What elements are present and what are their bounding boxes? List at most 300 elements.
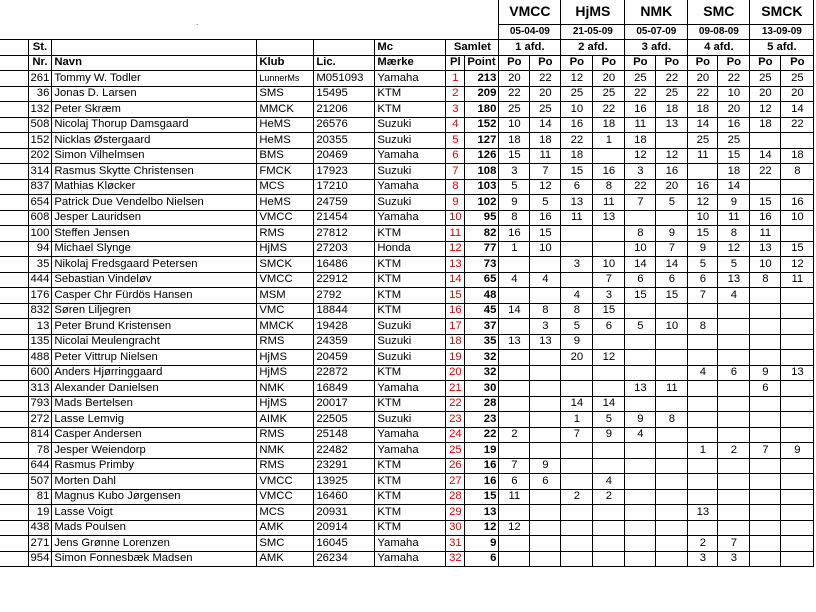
heat-points <box>625 396 656 412</box>
club: NMK <box>257 381 314 397</box>
make: Suzuki <box>375 319 446 335</box>
heat-points: 22 <box>781 117 814 133</box>
heat-points <box>656 303 688 319</box>
heat-points: 12 <box>718 241 750 257</box>
heat-points <box>750 396 781 412</box>
heat-points <box>561 520 593 536</box>
make: KTM <box>375 226 446 242</box>
club: HjMS <box>257 350 314 366</box>
rider-name: Peter Skræm <box>52 102 257 118</box>
heat-points: 5 <box>625 319 656 335</box>
blank-cell <box>0 427 28 443</box>
table-row <box>0 458 814 474</box>
heat-points: 4 <box>718 288 750 304</box>
total-points: 23 <box>465 412 499 428</box>
start-number: 135 <box>28 334 52 350</box>
heat-points <box>688 427 718 443</box>
rider-name: Tommy W. Todler <box>52 71 257 87</box>
license: 16045 <box>314 536 375 552</box>
heat-points: 9 <box>593 427 625 443</box>
total-points: 82 <box>465 226 499 242</box>
total-points: 15 <box>465 489 499 505</box>
heat-points: 13 <box>781 365 814 381</box>
heat-points <box>781 334 814 350</box>
heat-points: 20 <box>656 179 688 195</box>
blank-cell <box>0 381 28 397</box>
heat-points <box>656 551 688 567</box>
heat-points: 6 <box>530 474 561 490</box>
heat-points: 20 <box>593 71 625 87</box>
heat-points: 7 <box>625 195 656 211</box>
placement: 20 <box>446 365 465 381</box>
date-2: 21-05-09 <box>561 24 625 40</box>
heat-points: 8 <box>593 179 625 195</box>
heat-points: 12 <box>530 179 561 195</box>
heat-points <box>656 536 688 552</box>
po-header: Po <box>750 55 781 71</box>
total-points: 213 <box>465 71 499 87</box>
heat-points <box>781 133 814 149</box>
table-row <box>0 164 814 180</box>
rider-name: Lasse Lemvig <box>52 412 257 428</box>
club: VMC <box>257 303 314 319</box>
blank-cell <box>0 474 28 490</box>
license: 15495 <box>314 86 375 102</box>
placement: 26 <box>446 458 465 474</box>
heat-points: 15 <box>781 241 814 257</box>
club: MSM <box>257 288 314 304</box>
heat-points <box>625 458 656 474</box>
heat-points: 11 <box>530 148 561 164</box>
heat-points <box>593 334 625 350</box>
start-number: 100 <box>28 226 52 242</box>
heat-points <box>561 458 593 474</box>
po-header: Po <box>530 55 561 71</box>
blank-cell <box>0 458 28 474</box>
heat-points: 6 <box>625 272 656 288</box>
heat-points <box>688 489 718 505</box>
heat-points: 16 <box>656 164 688 180</box>
heat-points <box>561 365 593 381</box>
blank-cell <box>0 86 28 102</box>
club: FMCK <box>257 164 314 180</box>
heat-points: 25 <box>561 86 593 102</box>
table-row <box>0 148 814 164</box>
total-points: 19 <box>465 443 499 459</box>
organizer-4: SMC <box>688 0 750 24</box>
table-row <box>0 381 814 397</box>
make: KTM <box>375 489 446 505</box>
heat-points: 10 <box>561 102 593 118</box>
heat-points <box>718 303 750 319</box>
heat-points <box>499 381 530 397</box>
heat-points <box>781 412 814 428</box>
heat-points: 5 <box>530 195 561 211</box>
heat-points <box>530 551 561 567</box>
heat-points <box>688 458 718 474</box>
heat-points: 10 <box>718 86 750 102</box>
heat-points <box>530 427 561 443</box>
blank-cell <box>0 71 28 87</box>
heat-points: 10 <box>688 210 718 226</box>
heat-points: 25 <box>656 86 688 102</box>
heat-points <box>530 350 561 366</box>
heat-points: 22 <box>593 102 625 118</box>
rider-name: Mathias Kløcker <box>52 179 257 195</box>
rider-name: Nikolaj Fredsgaard Petersen <box>52 257 257 273</box>
rider-name: Simon Vilhelmsen <box>52 148 257 164</box>
heat-points: 9 <box>656 226 688 242</box>
heat-points <box>561 474 593 490</box>
placement: 9 <box>446 195 465 211</box>
heat-points <box>718 474 750 490</box>
heat-points <box>656 489 688 505</box>
samlet-header: Samlet <box>446 40 499 56</box>
heat-points: 14 <box>781 102 814 118</box>
heat-points: 15 <box>625 288 656 304</box>
heat-points: 1 <box>688 443 718 459</box>
license: 18844 <box>314 303 375 319</box>
heat-points <box>781 303 814 319</box>
club: VMCC <box>257 210 314 226</box>
heat-points <box>718 350 750 366</box>
placement: 24 <box>446 427 465 443</box>
po-header: Po <box>781 55 814 71</box>
heat-points: 5 <box>499 179 530 195</box>
date-1: 05-04-09 <box>499 24 561 40</box>
table-row <box>0 71 814 87</box>
heat-points <box>625 443 656 459</box>
heat-points <box>718 489 750 505</box>
rider-name: Peter Vittrup Nielsen <box>52 350 257 366</box>
po-header: Po <box>499 55 530 71</box>
heat-points: 6 <box>750 381 781 397</box>
total-points: 48 <box>465 288 499 304</box>
placement: 18 <box>446 334 465 350</box>
heat-points <box>718 505 750 521</box>
heat-points: 15 <box>750 195 781 211</box>
heat-points <box>750 133 781 149</box>
table-row <box>0 551 814 567</box>
heat-points: 25 <box>593 86 625 102</box>
heat-points <box>561 505 593 521</box>
placement: 23 <box>446 412 465 428</box>
club: NMK <box>257 443 314 459</box>
heat-points: 3 <box>718 551 750 567</box>
date-5: 13-09-09 <box>750 24 814 40</box>
heat-points: 9 <box>625 412 656 428</box>
heat-points: 18 <box>530 133 561 149</box>
heat-points <box>499 536 530 552</box>
heat-points: 10 <box>499 117 530 133</box>
heat-points: 14 <box>499 303 530 319</box>
st-header: St. <box>28 40 52 56</box>
make: Yamaha <box>375 443 446 459</box>
heat-points <box>781 381 814 397</box>
heat-points <box>499 319 530 335</box>
po-header: Po <box>593 55 625 71</box>
heat-points: 13 <box>688 505 718 521</box>
license: 17923 <box>314 164 375 180</box>
table-row <box>0 133 814 149</box>
heat-points: 13 <box>561 195 593 211</box>
heat-points <box>688 520 718 536</box>
table-row <box>0 474 814 490</box>
make: Yamaha <box>375 381 446 397</box>
heat-points <box>561 226 593 242</box>
heat-points <box>750 489 781 505</box>
heat-points <box>781 179 814 195</box>
heat-points <box>656 520 688 536</box>
table-row <box>0 86 814 102</box>
license: 20459 <box>314 350 375 366</box>
heat-points: 25 <box>781 71 814 87</box>
make: KTM <box>375 257 446 273</box>
heat-points <box>781 489 814 505</box>
heat-points <box>781 551 814 567</box>
heat-points <box>781 536 814 552</box>
make: KTM <box>375 365 446 381</box>
table-row <box>0 102 814 118</box>
heat-points: 10 <box>625 241 656 257</box>
rider-name: Nicklas Østergaard <box>52 133 257 149</box>
heat-points <box>593 536 625 552</box>
header-row-2 <box>0 55 814 71</box>
table-row <box>0 117 814 133</box>
blank-cell <box>0 288 28 304</box>
heat-points: 16 <box>499 226 530 242</box>
heat-points <box>499 551 530 567</box>
table-row <box>0 427 814 443</box>
make: Suzuki <box>375 334 446 350</box>
heat-points: 6 <box>688 272 718 288</box>
heat-points: 10 <box>530 241 561 257</box>
heat-points <box>656 365 688 381</box>
start-number: 202 <box>28 148 52 164</box>
total-points: 73 <box>465 257 499 273</box>
heat-points <box>750 458 781 474</box>
total-points: 45 <box>465 303 499 319</box>
heat-points <box>625 350 656 366</box>
organizer-3: NMK <box>625 0 688 24</box>
club: HjMS <box>257 365 314 381</box>
rider-name: Nicolaj Thorup Damsgaard <box>52 117 257 133</box>
blank-cell <box>0 334 28 350</box>
heat-points: 20 <box>750 86 781 102</box>
start-number: 608 <box>28 210 52 226</box>
club: HeMS <box>257 133 314 149</box>
rider-name: Michael Slynge <box>52 241 257 257</box>
po-header: Po <box>561 55 593 71</box>
heat-points: 13 <box>530 334 561 350</box>
heat-points: 18 <box>625 133 656 149</box>
placement: 10 <box>446 210 465 226</box>
heat-points: 9 <box>781 443 814 459</box>
heat-points: 22 <box>561 133 593 149</box>
heat-points <box>688 412 718 428</box>
po-header: Po <box>625 55 656 71</box>
total-points: 102 <box>465 195 499 211</box>
heat-points <box>688 303 718 319</box>
heat-points: 22 <box>688 86 718 102</box>
heat-points: 7 <box>530 164 561 180</box>
heat-points: 4 <box>625 427 656 443</box>
placement: 11 <box>446 226 465 242</box>
po-header: Po <box>718 55 750 71</box>
heat-points: 4 <box>499 272 530 288</box>
heat-points <box>656 350 688 366</box>
heat-points <box>530 412 561 428</box>
make: Suzuki <box>375 350 446 366</box>
club: VMCC <box>257 489 314 505</box>
rider-name: Jens Grønne Lorenzen <box>52 536 257 552</box>
license: 22872 <box>314 365 375 381</box>
mc-header: Mc <box>375 40 446 56</box>
placement: 32 <box>446 551 465 567</box>
heat-points: 11 <box>499 489 530 505</box>
heat-points <box>750 303 781 319</box>
license: 19428 <box>314 319 375 335</box>
heat-points: 8 <box>530 303 561 319</box>
placement: 17 <box>446 319 465 335</box>
start-number: 176 <box>28 288 52 304</box>
club: BMS <box>257 148 314 164</box>
make: Yamaha <box>375 536 446 552</box>
heat-points: 12 <box>688 195 718 211</box>
make: Yamaha <box>375 179 446 195</box>
heat-points: 25 <box>750 71 781 87</box>
heat-points: 22 <box>625 86 656 102</box>
heat-points <box>593 381 625 397</box>
license: 27812 <box>314 226 375 242</box>
heat-points: 7 <box>561 427 593 443</box>
heat-points: 3 <box>688 551 718 567</box>
make: Honda <box>375 241 446 257</box>
table-row <box>0 319 814 335</box>
po-header: Po <box>656 55 688 71</box>
heat-points: 20 <box>561 350 593 366</box>
rider-name: Jonas D. Larsen <box>52 86 257 102</box>
heat-points <box>656 505 688 521</box>
total-points: 16 <box>465 458 499 474</box>
heat-points: 11 <box>718 210 750 226</box>
placement: 8 <box>446 179 465 195</box>
blank-cell <box>0 241 28 257</box>
heat-points: 8 <box>499 210 530 226</box>
start-number: 272 <box>28 412 52 428</box>
rider-name: Jesper Weiendorp <box>52 443 257 459</box>
placement: 13 <box>446 257 465 273</box>
heat-points <box>750 520 781 536</box>
start-number: 36 <box>28 86 52 102</box>
heat-points: 18 <box>656 102 688 118</box>
heat-points <box>750 288 781 304</box>
heat-points: 11 <box>656 381 688 397</box>
heat-points: 9 <box>499 195 530 211</box>
table-row <box>0 303 814 319</box>
heat-points: 13 <box>593 210 625 226</box>
blank-cell <box>0 489 28 505</box>
heat-points <box>499 257 530 273</box>
placement: 7 <box>446 164 465 180</box>
heat-points: 2 <box>499 427 530 443</box>
table-row <box>0 396 814 412</box>
heat-points: 14 <box>530 117 561 133</box>
license: 20017 <box>314 396 375 412</box>
rider-name: Steffen Jensen <box>52 226 257 242</box>
blank-cell <box>0 443 28 459</box>
table-row <box>0 272 814 288</box>
total-points: 152 <box>465 117 499 133</box>
blank-cell <box>0 303 28 319</box>
license: 16849 <box>314 381 375 397</box>
heat-points: 9 <box>530 458 561 474</box>
license: 22482 <box>314 443 375 459</box>
license: 20931 <box>314 505 375 521</box>
heat-points <box>499 505 530 521</box>
table-row <box>0 365 814 381</box>
rider-name: Simon Fonnesbæk Madsen <box>52 551 257 567</box>
heat-points <box>750 474 781 490</box>
heat-points: 18 <box>718 164 750 180</box>
heat-points: 22 <box>625 179 656 195</box>
heat-points <box>656 133 688 149</box>
heat-points: 5 <box>718 257 750 273</box>
heat-points <box>593 505 625 521</box>
heat-points <box>750 179 781 195</box>
blank-cell <box>0 102 28 118</box>
make: Yamaha <box>375 210 446 226</box>
heat-points: 15 <box>656 288 688 304</box>
make: KTM <box>375 102 446 118</box>
club: RMS <box>257 427 314 443</box>
blank-cell <box>0 396 28 412</box>
club: SMS <box>257 86 314 102</box>
heat-points: 8 <box>561 303 593 319</box>
total-points: 6 <box>465 551 499 567</box>
heat-points: 3 <box>561 257 593 273</box>
blank-cell <box>0 412 28 428</box>
heat-points: 25 <box>530 102 561 118</box>
heat-points <box>718 520 750 536</box>
heat-points: 7 <box>499 458 530 474</box>
start-number: 507 <box>28 474 52 490</box>
rider-name: Mads Bertelsen <box>52 396 257 412</box>
start-number: 78 <box>28 443 52 459</box>
heat-points: 12 <box>781 257 814 273</box>
heat-points: 11 <box>781 272 814 288</box>
placement: 6 <box>446 148 465 164</box>
heat-points: 9 <box>718 195 750 211</box>
heat-points <box>530 536 561 552</box>
blank-cell <box>0 226 28 242</box>
stray-dot: . <box>196 18 199 27</box>
club: AMK <box>257 520 314 536</box>
make: KTM <box>375 288 446 304</box>
blank-cell <box>0 505 28 521</box>
heat-points <box>656 443 688 459</box>
heat-points: 14 <box>593 396 625 412</box>
license: 27203 <box>314 241 375 257</box>
make: Suzuki <box>375 195 446 211</box>
heat-points <box>656 396 688 412</box>
make: Yamaha <box>375 148 446 164</box>
round-5: 5 afd. <box>750 40 814 56</box>
start-number: 814 <box>28 427 52 443</box>
heat-points <box>781 474 814 490</box>
heat-points <box>718 381 750 397</box>
heat-points <box>781 458 814 474</box>
